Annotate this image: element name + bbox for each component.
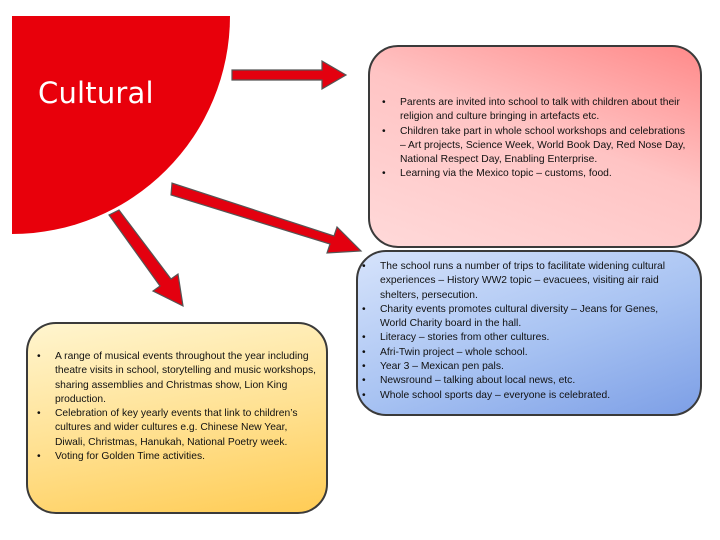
bullet-icon: •	[37, 408, 41, 420]
arrow-to-yellow-box	[109, 210, 183, 306]
bullet-icon: •	[362, 361, 366, 373]
list-item: • Parents are invited into school to talk with children about their religion and culture bringing in artefacts etc.	[382, 97, 680, 123]
list-item: • Year 3 – Mexican pen pals.	[358, 360, 678, 374]
list-item: • Newsround – talking about local news, etc.	[358, 374, 678, 388]
list-item: • Learning via the Mexico topic – customs, food.	[378, 167, 690, 181]
bullet-icon: •	[362, 261, 366, 272]
list-item: • Literacy – stories from other cultures.	[358, 331, 678, 345]
arrow-to-blue-box	[171, 183, 361, 253]
bullet-icon: •	[382, 168, 386, 180]
bullet-icon: •	[382, 125, 386, 137]
yellow-box-list	[33, 350, 318, 464]
list-item: • Voting for Golden Time activities.	[33, 450, 318, 464]
bullet-icon: •	[382, 97, 386, 108]
bullet-icon: •	[362, 389, 366, 401]
pink-box-list	[378, 96, 690, 182]
bullet-icon: •	[362, 346, 366, 358]
bullet-icon: •	[362, 303, 366, 315]
list-item: • Celebration of key yearly events that link to children’s cultures and wider cultures e.g. Chinese New Year, Diwali, Christmas, Hanukah, National Poetry week.	[37, 408, 298, 448]
blue-box-list	[358, 260, 678, 403]
list-item: • Whole school sports day – everyone is celebrated.	[358, 389, 678, 403]
bullet-icon: •	[362, 375, 366, 387]
list-item: • The school runs a number of trips to facilitate widening cultural experiences – History WW2 topic – evacuees, visiting air raid shelters, persecution.	[362, 261, 666, 301]
bullet-icon: •	[37, 451, 41, 463]
list-item: • A range of musical events throughout the year including theatre visits in school, storytelling and music workshops, sharing assemblies and Christmas show, Lion King production.	[37, 351, 316, 405]
cultural-title: Cultural	[38, 76, 154, 110]
list-item: • Charity events promotes cultural diversity – Jeans for Genes, World Charity board in the hall.	[362, 303, 659, 330]
bullet-icon: •	[37, 351, 41, 362]
list-item: • Afri-Twin project – whole school.	[358, 346, 678, 360]
list-item: • Children take part in whole school workshops and celebrations – Art projects, Science Week, World Book Day, Red Nose Day, National Respect Day, Enabling Enterprise.	[382, 125, 686, 166]
arrow-to-pink-box	[232, 61, 346, 89]
bullet-icon: •	[362, 332, 366, 344]
